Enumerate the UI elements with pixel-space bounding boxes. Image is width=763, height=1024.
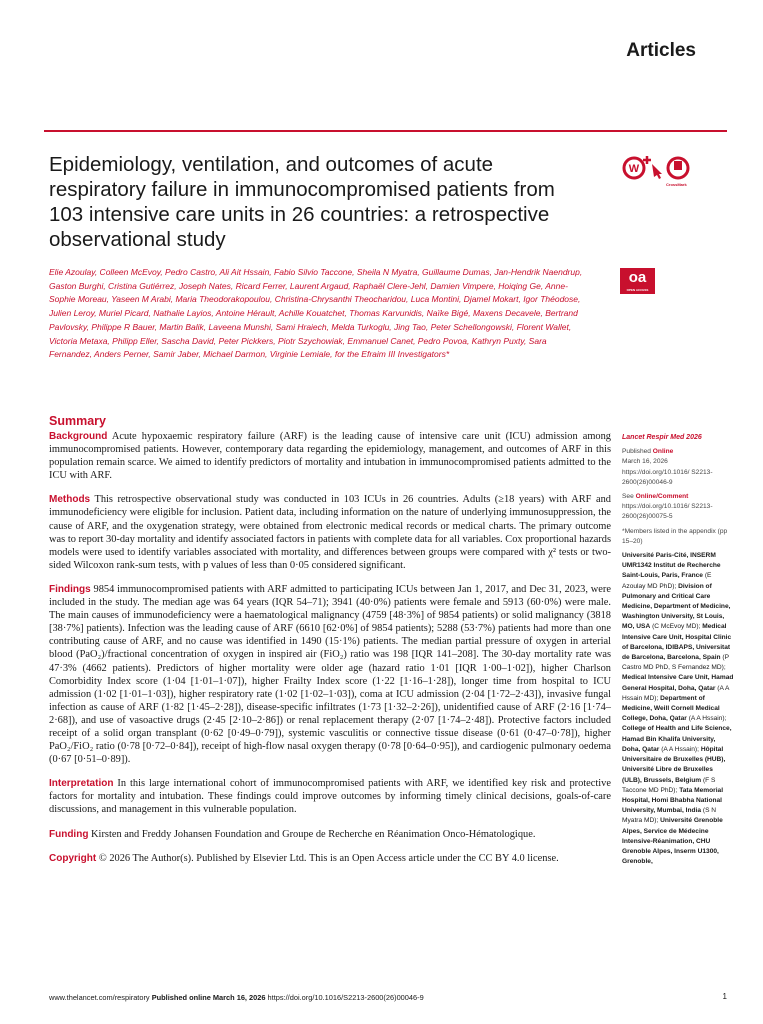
journal-name: Lancet Respir Med 2026	[622, 434, 702, 441]
affiliation-inst: Department of Medicine, Weill Cornell Medical College, Doha, Qatar	[622, 694, 720, 723]
published-prefix: Published	[622, 448, 653, 456]
copyright-label: Copyright	[49, 852, 97, 864]
section-label: Articles	[626, 40, 696, 61]
methods-paragraph	[49, 493, 611, 572]
see-prefix: See	[622, 493, 636, 501]
affiliation-inst: Université Paris-Cité, INSERM UMR1342 Institut de Recherche Saint-Louis, Paris, France	[622, 552, 721, 580]
affiliation-inst: Division of Pulmonary and Critical Care Medicine, Department of Medicine, Washington University, St Louis, MO, USA	[622, 582, 731, 631]
findings-text: 9854 immunocompromised patients with ARF admitted to participating ICUs between Jan 1, 2017, and Dec 31, 2023, were included in the study. The median age was 64 years (IQR 54–71); 3941 (40·0%) patients were female and 5913 (60·0%) were male. The main causes of immunodeficiency were a haematological malignancy (4759 [48·3%] of 9854 patients) or solid malignancy (3818 [38·7%] patients). Infection was the leading cause of ARF (6610 [62·0%] of 9854 patients); 5288 (53·7%) patients had more than one contributing cause of ARF, and no cause was identified in 1490 (15·1%) patients. The median partial pressure of oxygen in arterial blood (PaO₂)/fractional concentration of oxygen in inspired air (FiO₂) ratio was 198 [IQR 141–208]. The 30-day mortality rate was 47·3% (4662 patients). Predictors of higher mortality were older age (hazard ratio 1·01 [IQR 1·00–1·02]), higher Charlson Comorbidity Index score (1·04 [1·01–1·07]), higher Frailty Index score (1·22 [1·16–1·28]), longer time from hospital to ICU admission (1·02 [1·01–1·03]), higher respiratory rate (1·02 [1·02–1·03]), coma at ICU admission (2·04 [1·72–2·43]), invasive fungal infection as cause of ARF (1·82 [1·45–2·28]), disease-specific infiltrates (1·73 [1·32–2·26]), unidentified cause of ARF (2·16 [1·74–2·68]), and use of vasoactive drugs (2·45 [2·10–2·86]) or renal replacement therapy (2·07 [1·74–2·48]). Protective factors included receipt of a solid organ transplant (0·62 [0·49–0·79]), systemic vasculitis or connective tissue disease (0·61 (0·47–0·78]), higher PaO₂/FiO₂ ratio (0·78 [0·72–0·84]), receipt of high-flow nasal oxygen therapy (0·78 [0·64–0·95]), and cardiogenic pulmonary oedema (0·67 [0·51–0·89]).	[49, 583, 611, 766]
published-date: March 16, 2026	[622, 458, 668, 466]
affiliation-inst: Université Grenoble Alpes, Service de Médecine Intensive-Réanimation, CHU Grenoble Alpes, Inserm U1300, Grenoble,	[622, 817, 723, 866]
doi-link-1[interactable]: https://doi.org/10.1016/ S2213-2600(26)00046-9	[622, 468, 713, 486]
background-paragraph	[49, 430, 611, 482]
copyright-paragraph	[49, 852, 611, 865]
funding-text: Kirsten and Freddy Johansen Foundation and Groupe de Recherche en Réanimation Onco-Hématologique.	[91, 828, 536, 840]
page-footer	[49, 993, 424, 1002]
affiliation-people: (A A Hssain);	[688, 715, 727, 723]
findings-paragraph	[49, 583, 611, 766]
sidebar	[622, 433, 734, 867]
affiliation-inst: College of Health and Life Science, Hamad Bin Khalifa University, Doha, Qatar	[622, 725, 732, 753]
badge-group	[620, 152, 730, 192]
background-label: Background	[49, 431, 108, 442]
affiliations	[622, 552, 733, 865]
members-note: *Members listed in the appendix (pp 15–20)	[622, 527, 728, 545]
affiliation-inst: Medical Intensive Care Unit, Hamad General Hospital, Doha, Qatar	[622, 674, 734, 692]
open-access-badge	[620, 268, 655, 294]
methods-label: Methods	[49, 494, 91, 506]
summary-heading: Summary	[49, 414, 106, 428]
svg-text:W: W	[628, 163, 640, 175]
affiliation-inst: Hôpital Universitaire de Bruxelles (HUB), Université Libre de Bruxelles (ULB), Brussels, Belgium	[622, 745, 726, 784]
affiliation-people: (A A Hssain);	[661, 745, 699, 753]
affiliation-people: (P Castro MD PhD, S Fernandez MD);	[622, 654, 729, 672]
crossmark-label: CrossMark	[666, 182, 687, 187]
published-block	[622, 447, 734, 488]
findings-label: Findings	[49, 583, 91, 595]
comment-block	[622, 492, 734, 523]
article-title: Epidemiology, ventilation, and outcomes of acute respiratory failure in immunocompromised patients from 103 intensive care units in 26 countries: a retrospective observational study	[49, 153, 555, 251]
interpretation-label: Interpretation	[49, 778, 114, 790]
published-online-link[interactable]: Online	[652, 448, 674, 456]
header-rule	[44, 130, 727, 132]
oa-text: oa	[628, 269, 647, 286]
affiliation-inst: Tata Memorial Hospital, Homi Bhabha National University, Mumbai, India	[622, 786, 724, 815]
page-number: 1	[722, 992, 727, 1001]
affiliation-people: (C McEvoy MD);	[652, 623, 701, 631]
footer-doi[interactable]: https://doi.org/10.1016/S2213-2600(26)00046-9	[267, 993, 424, 1002]
footer-published: Published online March 16, 2026	[151, 993, 266, 1002]
interpretation-paragraph	[49, 777, 611, 816]
online-comment-link[interactable]: Online/Comment	[635, 493, 689, 501]
summary-body	[49, 430, 611, 876]
affiliation-inst: Medical Intensive Care Unit, Hospital Clinic of Barcelona, IDIBAPS, Universitat de Barcelona, Barcelona, Spain	[622, 623, 732, 662]
funding-label: Funding	[49, 828, 89, 840]
affiliation-people: (S N Myatra MD);	[622, 807, 717, 825]
methods-text: This retrospective observational study was conducted in 103 ICUs in 26 countries. Adults (≥18 years) with ARF and immunodeficiency were eligible for inclusion. Patient data, including information on the nature of underlying immunosuppression, the cause of ARF, and the oxygenation strategy, were obtained from electronic medical records or medical charts. The primary outcome was to report 30-day mortality and identify associated factors in patients with complete data for all variables. Cox proportional hazards models were used to identify variables associated with mortality, and differences between groups were compared with χ² tests or two-sided Wilcoxon rank-sum tests, with p values of less than 0·05 considered significant.	[49, 494, 611, 571]
interpretation-text: In this large international cohort of immunocompromised patients with ARF, we identified key risk and protective factors for mortality and intubation. These findings could improve outcomes by informing timely clinical decisions, goals-of-care discussions, and management in this vulnerable population.	[49, 778, 611, 816]
author-list: Elie Azoulay, Colleen McEvoy, Pedro Castro, Ali Ait Hssain, Fabio Silvio Taccone, Sheila N Myatra, Guillaume Dumas, Jan-Hendrik Naendrup, Gaston Burghi, Cristina Gutiérrez, Joseph Nates, Ricard Ferrer, Laurent Argaud, Raphaël Clere-Jehl, Damien Vimpere, Hoiqing Ge, Anne-Sophie Moreau, Yaseen M Arabi, Maria Theodorakopoulou, Christina-Chrysanthi Theocharidou, Luca Montini, Djamel Mokart, Igor Théodose, Julien Leroy, Muriel Picard, Nathalie Layios, Antoine Hérault, Achille Kouatchet, Thomas Karvunidis, Naïke Bigé, Maxens Decavele, Bertrand Pavlovsky, Philippe R Bauer, Martin Balik, Laveena Munshi, Sami Hraiech, Melda Turkoglu, Jing Tao, Peter Schellongowski, Florent Wallet, Victoria Metaxa, Philipp Eller, Sascha David, Peter Pickkers, Piotr Szychowiak, Emmanuel Canet, Pedro Povoa, Kathryn Puxty, Sara Fernandez, Anders Perner, Samir Jaber, Michael Darmon, Virginie Lemiale, for the Efraim III Investigators*	[49, 267, 583, 360]
footer-url[interactable]: www.thelancet.com/respiratory	[49, 993, 150, 1002]
funding-paragraph	[49, 828, 611, 841]
oa-subtext: OPEN ACCESS	[626, 288, 649, 292]
copyright-text: © 2026 The Author(s). Published by Elsevier Ltd. This is an Open Access article under the CC BY 4.0 license.	[98, 852, 559, 864]
doi-link-2[interactable]: https://doi.org/10.1016/ S2213-2600(26)00075-5	[622, 503, 713, 521]
affiliation-people: (A A Hssain MD);	[622, 684, 730, 702]
affiliation-people: (F S Taccone MD PhD);	[622, 776, 716, 794]
background-text: Acute hypoxaemic respiratory failure (ARF) is the leading cause of intensive care unit (ICU) admission among immunocompromised patients. However, contemporary data regarding the epidemiology, management, and outcomes of ARF in this population remain scarce. We aimed to identify predictors of mortality and intubation in immunocompromised patients admitted to the ICU with ARF.	[49, 431, 611, 482]
affiliation-people: (E Azoulay MD PhD);	[622, 572, 712, 590]
